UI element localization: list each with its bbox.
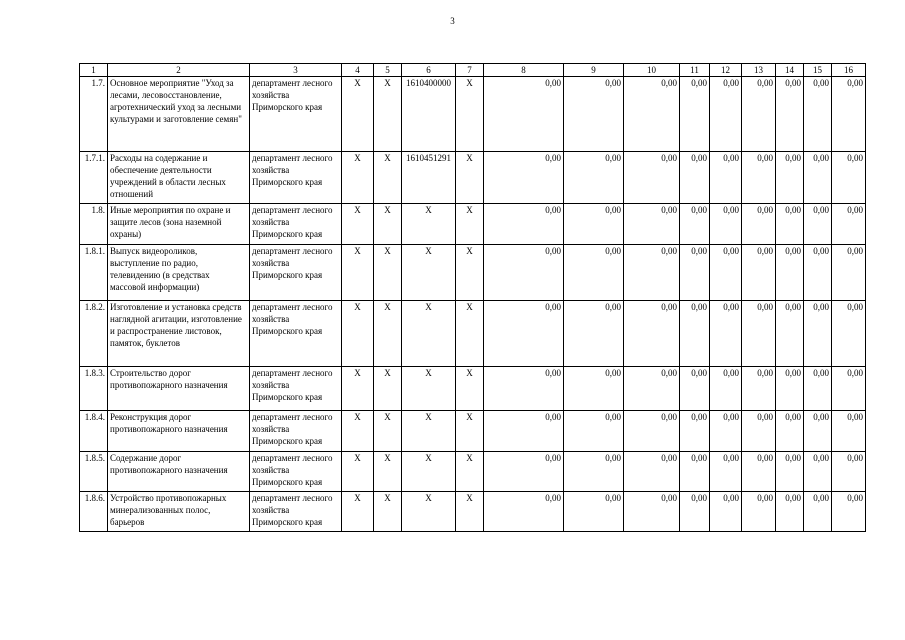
row-number: 1.8.2. bbox=[80, 301, 108, 367]
header-cell: 12 bbox=[710, 64, 742, 77]
row-value: 0,00 bbox=[624, 245, 680, 301]
row-value: 0,00 bbox=[710, 245, 742, 301]
row-value: 0,00 bbox=[710, 492, 742, 532]
row-col7: X bbox=[456, 77, 484, 152]
row-value: 0,00 bbox=[804, 245, 832, 301]
row-col6: X bbox=[402, 204, 456, 245]
row-value: 0,00 bbox=[710, 152, 742, 204]
row-value: 0,00 bbox=[742, 367, 776, 411]
row-value: 0,00 bbox=[776, 452, 804, 492]
header-cell: 14 bbox=[776, 64, 804, 77]
row-col7: X bbox=[456, 152, 484, 204]
row-name: Изготовление и установка средств наглядной агитации, изготовление и распространение листовок, памяток, буклетов bbox=[108, 301, 250, 367]
row-executor: департамент лесного хозяйства Приморского края bbox=[250, 245, 342, 301]
row-value: 0,00 bbox=[680, 301, 710, 367]
header-cell: 6 bbox=[402, 64, 456, 77]
row-value: 0,00 bbox=[710, 77, 742, 152]
row-value: 0,00 bbox=[484, 204, 564, 245]
table-row bbox=[80, 301, 866, 367]
table-row bbox=[80, 492, 866, 532]
row-value: 0,00 bbox=[742, 452, 776, 492]
program-table bbox=[79, 63, 866, 532]
row-col4: X bbox=[342, 301, 374, 367]
header-cell: 10 bbox=[624, 64, 680, 77]
row-value: 0,00 bbox=[776, 411, 804, 452]
header-cell: 1 bbox=[80, 64, 108, 77]
row-value: 0,00 bbox=[742, 152, 776, 204]
row-col7: X bbox=[456, 301, 484, 367]
row-value: 0,00 bbox=[564, 452, 624, 492]
row-value: 0,00 bbox=[804, 301, 832, 367]
row-number: 1.7. bbox=[80, 77, 108, 152]
row-col6: 1610451291 bbox=[402, 152, 456, 204]
row-value: 0,00 bbox=[564, 492, 624, 532]
header-row bbox=[80, 64, 866, 77]
row-name: Иные мероприятия по охране и защите лесов (зона наземной охраны) bbox=[108, 204, 250, 245]
row-col7: X bbox=[456, 411, 484, 452]
row-value: 0,00 bbox=[832, 204, 866, 245]
row-number: 1.8.6. bbox=[80, 492, 108, 532]
row-name: Выпуск видеороликов, выступление по радио, телевидению (в средствах массовой информации) bbox=[108, 245, 250, 301]
row-name: Основное мероприятие "Уход за лесами, лесовосстановление, агротехнический уход за лесными культурами и заготовление семян" bbox=[108, 77, 250, 152]
row-col7: X bbox=[456, 367, 484, 411]
row-value: 0,00 bbox=[564, 245, 624, 301]
row-col6: X bbox=[402, 367, 456, 411]
row-value: 0,00 bbox=[564, 301, 624, 367]
row-value: 0,00 bbox=[742, 492, 776, 532]
row-value: 0,00 bbox=[624, 452, 680, 492]
row-value: 0,00 bbox=[832, 152, 866, 204]
row-value: 0,00 bbox=[624, 367, 680, 411]
header-cell: 4 bbox=[342, 64, 374, 77]
table-row bbox=[80, 152, 866, 204]
row-value: 0,00 bbox=[484, 301, 564, 367]
row-name: Содержание дорог противопожарного назначения bbox=[108, 452, 250, 492]
row-col7: X bbox=[456, 492, 484, 532]
row-executor: департамент лесного хозяйства Приморского края bbox=[250, 204, 342, 245]
row-value: 0,00 bbox=[564, 204, 624, 245]
row-number: 1.8.4. bbox=[80, 411, 108, 452]
row-executor: департамент лесного хозяйства Приморского края bbox=[250, 367, 342, 411]
row-value: 0,00 bbox=[484, 452, 564, 492]
row-col5: X bbox=[374, 452, 402, 492]
row-col4: X bbox=[342, 245, 374, 301]
row-number: 1.8.1. bbox=[80, 245, 108, 301]
row-col6: 1610400000 bbox=[402, 77, 456, 152]
row-col6: X bbox=[402, 452, 456, 492]
row-value: 0,00 bbox=[804, 492, 832, 532]
row-value: 0,00 bbox=[832, 367, 866, 411]
page-number: 3 bbox=[450, 16, 455, 26]
row-executor: департамент лесного хозяйства Приморского края bbox=[250, 411, 342, 452]
row-col5: X bbox=[374, 367, 402, 411]
header-cell: 2 bbox=[108, 64, 250, 77]
row-value: 0,00 bbox=[710, 301, 742, 367]
row-col7: X bbox=[456, 452, 484, 492]
row-col7: X bbox=[456, 245, 484, 301]
row-col5: X bbox=[374, 77, 402, 152]
row-value: 0,00 bbox=[680, 204, 710, 245]
header-cell: 5 bbox=[374, 64, 402, 77]
row-value: 0,00 bbox=[680, 492, 710, 532]
table-row bbox=[80, 411, 866, 452]
row-value: 0,00 bbox=[484, 367, 564, 411]
row-value: 0,00 bbox=[680, 77, 710, 152]
table-header bbox=[80, 64, 866, 77]
header-cell: 7 bbox=[456, 64, 484, 77]
row-value: 0,00 bbox=[564, 411, 624, 452]
header-cell: 15 bbox=[804, 64, 832, 77]
row-value: 0,00 bbox=[680, 452, 710, 492]
row-value: 0,00 bbox=[832, 245, 866, 301]
row-col4: X bbox=[342, 77, 374, 152]
row-value: 0,00 bbox=[624, 204, 680, 245]
row-value: 0,00 bbox=[832, 452, 866, 492]
row-name: Реконструкция дорог противопожарного назначения bbox=[108, 411, 250, 452]
header-cell: 11 bbox=[680, 64, 710, 77]
row-value: 0,00 bbox=[776, 367, 804, 411]
row-value: 0,00 bbox=[624, 152, 680, 204]
table-row bbox=[80, 204, 866, 245]
header-cell: 8 bbox=[484, 64, 564, 77]
header-cell: 9 bbox=[564, 64, 624, 77]
row-value: 0,00 bbox=[710, 204, 742, 245]
row-col4: X bbox=[342, 411, 374, 452]
row-value: 0,00 bbox=[680, 367, 710, 411]
row-col4: X bbox=[342, 367, 374, 411]
header-cell: 13 bbox=[742, 64, 776, 77]
row-value: 0,00 bbox=[624, 77, 680, 152]
row-value: 0,00 bbox=[624, 492, 680, 532]
row-value: 0,00 bbox=[776, 152, 804, 204]
row-value: 0,00 bbox=[484, 245, 564, 301]
row-value: 0,00 bbox=[742, 411, 776, 452]
row-value: 0,00 bbox=[804, 411, 832, 452]
row-executor: департамент лесного хозяйства Приморского края bbox=[250, 152, 342, 204]
table-body bbox=[80, 77, 866, 532]
row-col5: X bbox=[374, 245, 402, 301]
table-row bbox=[80, 245, 866, 301]
row-number: 1.8. bbox=[80, 204, 108, 245]
row-value: 0,00 bbox=[804, 204, 832, 245]
row-value: 0,00 bbox=[564, 77, 624, 152]
row-value: 0,00 bbox=[742, 301, 776, 367]
row-value: 0,00 bbox=[804, 152, 832, 204]
row-col4: X bbox=[342, 152, 374, 204]
row-value: 0,00 bbox=[776, 301, 804, 367]
row-value: 0,00 bbox=[832, 492, 866, 532]
row-value: 0,00 bbox=[484, 77, 564, 152]
row-col5: X bbox=[374, 152, 402, 204]
row-value: 0,00 bbox=[742, 245, 776, 301]
header-cell: 16 bbox=[832, 64, 866, 77]
row-executor: департамент лесного хозяйства Приморского края bbox=[250, 492, 342, 532]
row-value: 0,00 bbox=[804, 452, 832, 492]
row-name: Строительство дорог противопожарного назначения bbox=[108, 367, 250, 411]
table-row bbox=[80, 367, 866, 411]
row-value: 0,00 bbox=[776, 77, 804, 152]
row-value: 0,00 bbox=[564, 152, 624, 204]
row-name: Расходы на содержание и обеспечение деятельности учреждений в области лесных отношений bbox=[108, 152, 250, 204]
row-value: 0,00 bbox=[804, 367, 832, 411]
row-value: 0,00 bbox=[776, 204, 804, 245]
row-value: 0,00 bbox=[742, 204, 776, 245]
row-col5: X bbox=[374, 411, 402, 452]
row-number: 1.8.5. bbox=[80, 452, 108, 492]
row-value: 0,00 bbox=[832, 77, 866, 152]
row-col4: X bbox=[342, 492, 374, 532]
row-value: 0,00 bbox=[484, 152, 564, 204]
row-value: 0,00 bbox=[832, 411, 866, 452]
row-number: 1.8.3. bbox=[80, 367, 108, 411]
row-col5: X bbox=[374, 492, 402, 532]
row-executor: департамент лесного хозяйства Приморского края bbox=[250, 452, 342, 492]
row-col5: X bbox=[374, 301, 402, 367]
row-value: 0,00 bbox=[680, 152, 710, 204]
row-executor: департамент лесного хозяйства Приморского края bbox=[250, 77, 342, 152]
row-col5: X bbox=[374, 204, 402, 245]
row-value: 0,00 bbox=[624, 411, 680, 452]
row-col6: X bbox=[402, 245, 456, 301]
row-col7: X bbox=[456, 204, 484, 245]
row-value: 0,00 bbox=[710, 367, 742, 411]
row-col6: X bbox=[402, 301, 456, 367]
row-col6: X bbox=[402, 411, 456, 452]
row-value: 0,00 bbox=[776, 245, 804, 301]
row-value: 0,00 bbox=[742, 77, 776, 152]
row-col4: X bbox=[342, 204, 374, 245]
row-col4: X bbox=[342, 452, 374, 492]
row-number: 1.7.1. bbox=[80, 152, 108, 204]
row-executor: департамент лесного хозяйства Приморского края bbox=[250, 301, 342, 367]
row-value: 0,00 bbox=[624, 301, 680, 367]
row-value: 0,00 bbox=[564, 367, 624, 411]
row-value: 0,00 bbox=[484, 411, 564, 452]
row-value: 0,00 bbox=[484, 492, 564, 532]
table-row bbox=[80, 452, 866, 492]
header-cell: 3 bbox=[250, 64, 342, 77]
row-name: Устройство противопожарных минерализованных полос, барьеров bbox=[108, 492, 250, 532]
row-value: 0,00 bbox=[710, 411, 742, 452]
row-value: 0,00 bbox=[680, 245, 710, 301]
row-col6: X bbox=[402, 492, 456, 532]
row-value: 0,00 bbox=[804, 77, 832, 152]
row-value: 0,00 bbox=[710, 452, 742, 492]
table-row bbox=[80, 77, 866, 152]
row-value: 0,00 bbox=[832, 301, 866, 367]
row-value: 0,00 bbox=[680, 411, 710, 452]
row-value: 0,00 bbox=[776, 492, 804, 532]
